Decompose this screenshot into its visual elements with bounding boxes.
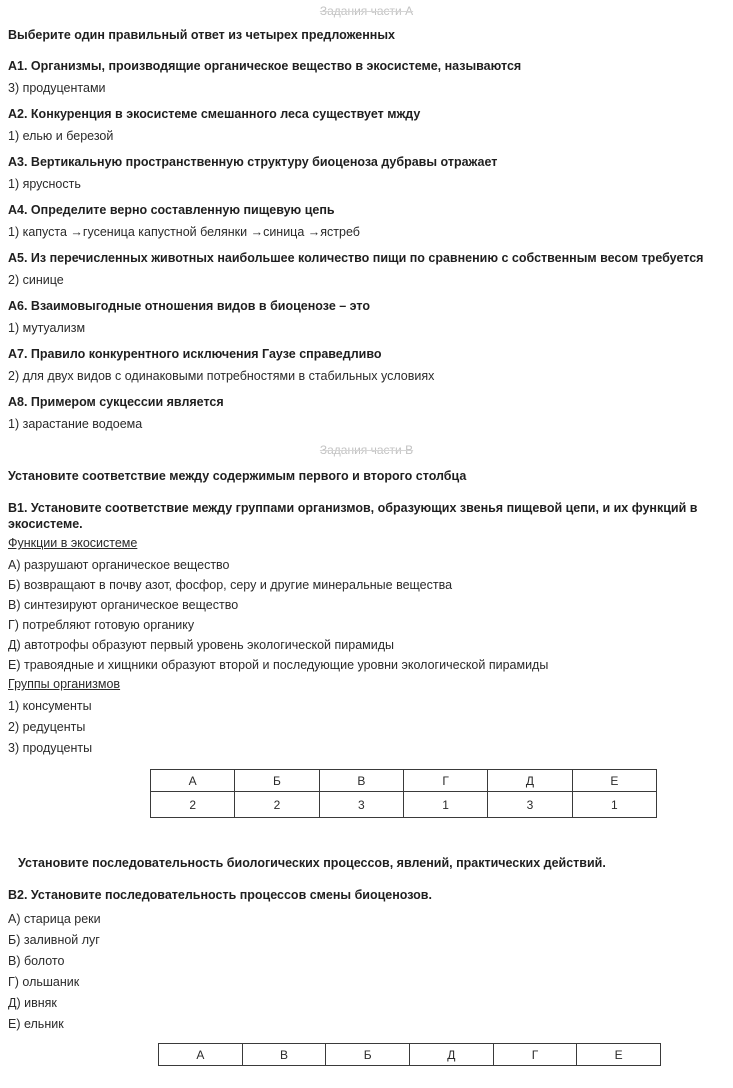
part-a-watermark-header: Задания части А (319, 4, 414, 18)
table-answer-cell: Е (577, 1044, 661, 1066)
b2-sequence-item: В) болото (8, 954, 65, 968)
question-a1 (8, 59, 725, 95)
spacer (8, 818, 725, 856)
table-header-cell: Е (572, 770, 656, 792)
part-b-watermark-header: Задания части В (319, 443, 414, 457)
table-value-cell: 1 (572, 792, 656, 818)
table-value-cell: 2 (151, 792, 235, 818)
question-a4 (8, 203, 725, 239)
question-title: А1. Организмы, производящие органическое вещество в экосистеме, называются (8, 59, 522, 73)
answer-option: 1) елью и березой (8, 129, 114, 143)
b1-group-item: 3) продуценты (8, 741, 93, 755)
question-title: А4. Определите верно составленную пищевую цепь (8, 203, 335, 217)
question-a3 (8, 155, 725, 191)
b1-function-item: Г) потребляют готовую органику (8, 618, 195, 632)
b1-answer-table (150, 769, 657, 818)
question-a5 (8, 251, 725, 287)
b2-table-row (159, 1044, 661, 1066)
b1-function-item: А) разрушают органическое вещество (8, 558, 230, 572)
answer-option: 1) мутуализм (8, 321, 86, 335)
b1-groups-heading: Группы организмов (8, 677, 121, 691)
question-title: А7. Правило конкурентного исключения Гаузе справедливо (8, 347, 382, 361)
question-title: А6. Взаимовыгодные отношения видов в биоценозе – это (8, 299, 370, 313)
table-answer-cell: Д (409, 1044, 493, 1066)
answer-option: 3) продуцентами (8, 81, 106, 95)
question-title: А8. Примером сукцессии является (8, 395, 224, 409)
question-b1-title: В1. Установите соответствие между группами организмов, образующих звенья пищевой цепи, и их функций в экосистеме. (8, 501, 698, 531)
question-a6 (8, 299, 725, 335)
table-value-cell: 2 (235, 792, 319, 818)
question-title: А5. Из перечисленных животных наибольшее количество пищи по сравнению с собственным весом требуется (8, 251, 704, 265)
part-b-sequence-instruction: Установите последовательность биологических процессов, явлений, практических действий. (18, 856, 606, 870)
table-header-cell: Г (403, 770, 487, 792)
b2-sequence-item: Б) заливной луг (8, 933, 100, 947)
part-a-instruction: Выберите один правильный ответ из четырех предложенных (8, 28, 395, 42)
table-header-cell: Б (235, 770, 319, 792)
table-answer-cell: А (159, 1044, 243, 1066)
b2-sequence-item: Д) ивняк (8, 996, 57, 1010)
table-header-cell: Д (488, 770, 572, 792)
b1-group-item: 1) консументы (8, 699, 92, 713)
b1-table-header-row (151, 770, 657, 792)
table-value-cell: 1 (403, 792, 487, 818)
b1-function-item: В) синтезируют органическое вещество (8, 598, 239, 612)
answer-option: 1) зарастание водоема (8, 417, 143, 431)
b2-sequence-item: А) старица реки (8, 912, 101, 926)
question-a2 (8, 107, 725, 143)
table-answer-cell: Б (326, 1044, 410, 1066)
b1-group-item: 2) редуценты (8, 720, 86, 734)
table-value-cell: 3 (488, 792, 572, 818)
answer-option: 2) синице (8, 273, 64, 287)
b1-function-item: Д) автотрофы образуют первый уровень экологической пирамиды (8, 638, 395, 652)
question-b2-title: В2. Установите последовательность процессов смены биоценозов. (8, 888, 432, 902)
b2-sequence-item: Г) ольшаник (8, 975, 80, 989)
b1-function-item: Е) травоядные и хищники образуют второй и последующие уровни экологической пирамиды (8, 658, 549, 672)
answer-option: 2) для двух видов с одинаковыми потребностями в стабильных условиях (8, 369, 435, 383)
table-value-cell: 3 (319, 792, 403, 818)
table-answer-cell: Г (493, 1044, 577, 1066)
b1-functions-heading: Функции в экосистеме (8, 536, 138, 550)
question-a7 (8, 347, 725, 383)
b2-sequence-item: Е) ельник (8, 1017, 64, 1031)
table-answer-cell: В (242, 1044, 326, 1066)
b2-answer-table (158, 1043, 661, 1066)
table-header-cell: В (319, 770, 403, 792)
b1-table-value-row (151, 792, 657, 818)
b1-function-item: Б) возвращают в почву азот, фосфор, серу и другие минеральные вещества (8, 578, 453, 592)
answer-option: 1) ярусность (8, 177, 81, 191)
part-b-match-instruction: Установите соответствие между содержимым первого и второго столбца (8, 469, 467, 483)
question-title: А3. Вертикальную пространственную структуру биоценоза дубравы отражает (8, 155, 498, 169)
question-title: А2. Конкуренция в экосистеме смешанного леса существует мжду (8, 107, 421, 121)
table-header-cell: А (151, 770, 235, 792)
answer-option: 1) капуста →гусеница капустной белянки →синица →ястреб (8, 225, 360, 239)
question-a8 (8, 395, 725, 431)
